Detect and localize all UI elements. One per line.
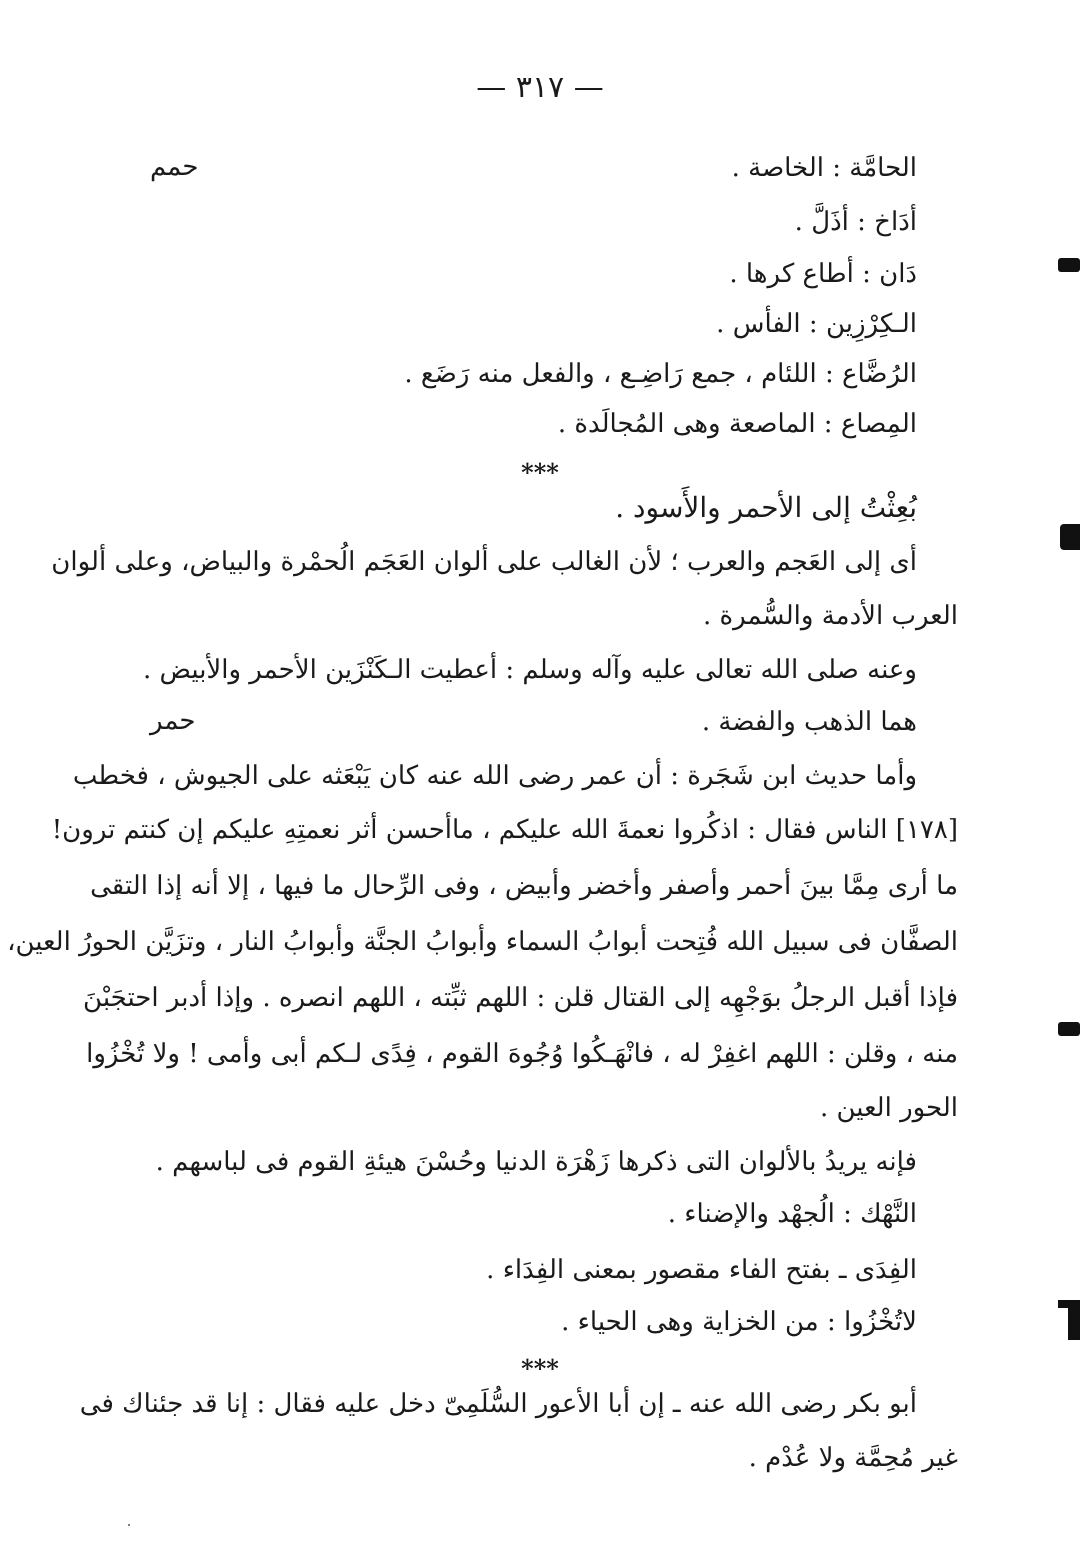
scan-edge-mark <box>1058 1022 1080 1036</box>
paragraph-line: العرب الأدمة والسُّمرة . <box>703 601 958 631</box>
paragraph-line: أبو بكر رضى الله عنه ـ إن أبا الأعور السُّلَمِىّ دخل عليه فقال : إنا قد جئناك فى <box>79 1389 917 1419</box>
margin-note-hmr: حمر <box>150 706 196 736</box>
paragraph-line: منه ، وقلن : اللهم اغفِرْ له ، فانْهَـكُوا وُجُوهَ القوم ، فِدًى لـكم أبى وأمى ! ولا تُخْزُوا <box>86 1039 958 1069</box>
section-separator: *** <box>521 1354 559 1383</box>
glossary-line: الرُضَّاع : اللئام ، جمع رَاضِـع ، والفعل منه رَضَع . <box>404 359 917 389</box>
paragraph-line: فإنه يريدُ بالألوان التى ذكرها زَهْرَة الدنيا وحُسْنَ هيئةِ القوم فى لباسهم . <box>155 1147 917 1177</box>
margin-note-hmm: حمم <box>150 152 199 182</box>
paragraph-line: ما أرى مِمَّا بينَ أحمر وأصفر وأخضر وأبيض ، وفى الرِّحال ما فيها ، إلا أنه إذا التقى <box>90 871 958 901</box>
scan-speck <box>128 1524 130 1526</box>
paragraph-line: غير مُحِمَّة ولا عُدْم . <box>748 1443 958 1473</box>
section-separator: *** <box>521 458 559 487</box>
scan-edge-mark <box>1058 258 1080 272</box>
paragraph-line: وعنه صلى الله تعالى عليه وآله وسلم : أعطيت الـكَنْزَين الأحمر والأبيض . <box>142 655 917 685</box>
paragraph-line: وأما حديث ابن شَجَرة : أن عمر رضى الله عنه كان يَبْعَثه على الجيوش ، فخطب <box>72 761 917 791</box>
glossary-line: النَّهْك : الُجهْد والإضناء . <box>667 1199 917 1229</box>
glossary-line: الفِدَى ـ بفتح الفاء مقصور بمعنى الفِدَاء . <box>486 1255 917 1285</box>
scan-edge-mark <box>1068 1300 1080 1340</box>
paragraph-line: فإذا أقبل الرجلُ بوَجْهِه إلى القتال قلن : اللهم ثبِّته ، اللهم انصره . وإذا أدبر احتجَبْنَ <box>83 983 958 1013</box>
glossary-line: الـكِرْزِين : الفأس . <box>716 309 917 339</box>
scan-edge-mark <box>1060 524 1080 550</box>
glossary-line: المِصاع : الماصعة وهى المُجالَدة . <box>557 409 917 439</box>
paragraph-line: أى إلى العَجم والعرب ؛ لأن الغالب على ألوان العَجَم الُحمْرة والبياض، وعلى ألوان <box>51 547 917 577</box>
glossary-line: لاتُخْزُوا : من الخزاية وهى الحياء . <box>561 1307 917 1337</box>
paragraph-line: الصفَّان فى سبيل الله فُتِحت أبوابُ السماء وأبوابُ الجنَّة وأبوابُ النار ، وتزَيَّن الحورُ العين، <box>7 927 958 957</box>
paragraph-line: الحور العين . <box>819 1093 958 1123</box>
glossary-line: الحامَّة : الخاصة . <box>731 153 917 183</box>
page-number: — ٣١٧ — <box>476 70 604 105</box>
glossary-line: أدَاخ : أذَلَّ . <box>794 207 917 237</box>
glossary-line: دَان : أطاع كرها . <box>729 259 917 289</box>
paragraph-line: [١٧٨] الناس فقال : اذكُروا نعمةَ الله عليكم ، ماأحسن أثر نعمتِهِ عليكم إن كنتم ترون! <box>51 815 958 845</box>
hadith-heading: بُعِثْتُ إلى الأحمر والأَسود . <box>615 491 917 524</box>
paragraph-line: هما الذهب والفضة . <box>701 707 917 737</box>
